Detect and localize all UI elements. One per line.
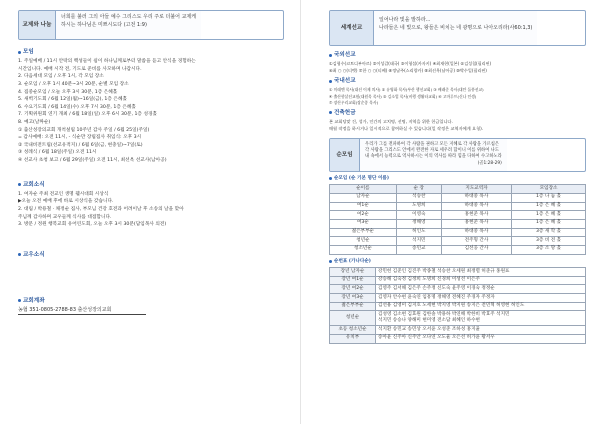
table-cell: 청소년순 [330,245,397,254]
member-news-title [18,251,284,259]
table-cell: 도명희 [396,202,441,211]
mission-verse-line2: 나라들은 네 빛으로, 왕들은 비치는 네 광명으로 나아오리라(사60:1,3) [379,24,533,31]
sun-table-section [329,176,586,255]
table-cell: 3층 비 전 홀 [512,237,586,246]
table-cell: 석지환 송민교 송민상 오서윤 오성준 조하성 홍지율 [376,326,586,335]
table-cell: 강승해 김숙정 김정희 도명희 신경희 이성선 이은주 [376,276,586,285]
offering-section [18,297,284,315]
table-cell: 남자순 [330,193,397,202]
sun-table-title-text: 순모임 (순 기본 명단 이름) [334,175,389,181]
mission-verse-line1: 일어나라 빛을 발하라... [379,17,431,23]
order-table-title [329,259,586,266]
moim-item: 5. 새벽기도회 / 6월 12일(월)~16일(금), 1층 은혜홀 [18,97,128,103]
table-row [330,294,586,303]
table-row [330,193,586,202]
foreign-missionary-row: ①김형수(코트디부아르) ②이성갑(태국) ③이형섭(카자키) ④최재현(일본) ⑤김성철(필리핀) [329,61,492,67]
moim-section [18,48,284,165]
sun-moim-verse-line: 내 속에서 능력으로 역사하시는 이의 역사를 따라 힘을 다하여 수고하노라 [365,154,502,160]
fellowship-banner [18,10,284,40]
sun-moim-verse-line: 각 사람을 그리스도 안에서 완전한 자로 세우려 함이니 이를 위하여 나도 [365,148,500,154]
building-fund-line: 매월 작정을 하시거나 일시적으로 참여하실 수 있습니다(일 작정은 교역자에게 요청). [329,125,484,131]
table-cell: 청년순 [330,237,397,246]
table-cell: 김선용 김영미 김지호 노세현 박지영 박지원 송지은 전민혁 허영현 허인도 [376,302,586,311]
sun-moim-verse-ref: (골1:28-29) [477,160,502,166]
church-news-title [18,181,284,189]
section-bullet-icon [329,80,332,83]
church-news-item: 3. 방문 / 정원 행복교회 유어린도회, 오늘 오후 3시 30분(담임목사 의전) [18,222,167,228]
table-cell: 여3순 [330,219,397,228]
moim-item: ④ 선교사 초청 보고 / 6월 29일(주일) 오전 11시, 최선옥 선교사(남아공) [18,158,167,164]
table-cell: 장년 여2순 [330,285,376,294]
moim-item: 3. 순모임 / 오후 1시 40분~3시 20분, 순별 모임 장소 [18,81,129,87]
order-table-section [329,259,586,344]
table-row [330,326,586,335]
table-cell: 젊은부부순 [330,302,376,311]
sun-table-title [329,176,586,183]
church-news-item: 1. 여자순 주최 전교인 생명 웰시대회 시상식 [18,191,109,197]
sun-moim-verse [360,139,507,171]
section-bullet-icon [18,253,21,256]
table-row [330,268,586,277]
table-cell: 홍현준 목사 [441,219,511,228]
table-cell: 장년 여3순 [330,294,376,303]
section-bullet-icon [18,51,21,54]
table-row [330,285,586,294]
table-cell: 허인도 [396,228,441,237]
table-header-cell: 순 장 [396,185,441,194]
order-table-title-text: 순번표 (가나다순) [334,258,371,264]
sun-moim-banner [329,138,586,172]
moim-item: 2. 다음세대 모임 / 오후 1시, 각 모임 장소 [18,74,104,80]
moim-item: 1. 주일예배 / 11시 안락의 백성들이 쉼이 하나님께로부터 말씀을 듣고 안식을 경험하는 [18,59,196,65]
table-cell: 송아윤 신주아 신주안 오다연 오도율 오은선 허가윤 황서우 [376,334,586,343]
table-cell: 1층 은 혜 홀 [512,202,586,211]
sun-moim-table [329,184,586,254]
church-news-section [18,181,284,229]
table-row [330,311,586,326]
table-cell: 김영자 안수현 윤숙연 임흥명 정해영 전혜진 주경자 주정자 [376,294,586,303]
table-row [330,228,586,237]
offering-title-text: 교회계좌 [23,297,45,304]
building-fund-line: 본 교회당맞 건, 성가, 인간의 고치명, 선명, 지역을 위한 헌금입니다. [329,119,453,124]
sun-moim-banner-label: 순모임 [330,139,360,171]
table-cell: 청년순 [330,311,376,326]
mission-banner [329,10,586,46]
fellowship-banner-label: 교제와 나눔 [19,11,56,39]
table-cell: 초등 청소년순 [330,326,376,335]
table-row [330,211,586,220]
domestic-mission-row: ⑦ 장산우리교회(장순종 목사) [329,99,379,105]
moim-item: ③ 성례식 / 6월 18일(주일) 오전 11시 [18,150,97,156]
moim-item: ① 출산성장의교회 개척설립 10주년 감사 주일 / 6월 25일(주일) [18,127,150,133]
table-cell: 젊은부부순 [330,228,397,237]
table-cell: 강민헌 김준인 김진주 박종철 석승찬 오세원 최정렬 허준규 홍원표 [376,268,586,277]
table-header-cell: 순이름 [330,185,397,194]
table-cell: 석지민 [396,237,441,246]
table-cell: 하대중 목사 [441,202,511,211]
table-row [330,334,586,343]
fellowship-verse-line1: 너희를 불러 그의 아들 예수 그리스도 우리 주로 더불어 교제케 [61,14,197,20]
moim-item: 6. 수요기도회 / 6월 14일(수) 오후 7시 30분, 1층 은혜홀 [18,104,136,110]
moim-item: 8. 예고(날짜순) [18,119,51,125]
table-header-cell: 지도교역자 [441,185,511,194]
mission-banner-label: 세계선교 [330,11,374,45]
table-cell: 전주형 간사 [441,237,511,246]
foreign-mission-section [329,51,586,74]
moim-item: ② 국내비전트립(선교유적지) / 6월 6일(금, 현충일)~7일(토) [18,142,143,148]
table-cell: 홍현준 목사 [441,211,511,220]
fellowship-verse [56,11,201,39]
moim-item: 시간입니다. 예배 시작 전, 기도로 준비를 사모하며 나갑시다. [18,66,142,72]
member-news-title-text: 교우소식 [23,251,45,258]
table-cell: 여1순 [330,202,397,211]
table-cell: 송민교 [396,245,441,254]
table-row [330,202,586,211]
table-cell: 1층 은 혜 홀 [512,219,586,228]
fellowship-verse-line2: 하시는 하나님은 미쁘시도다 (고전 1:9) [61,21,147,28]
section-bullet-icon [329,54,332,57]
table-cell: 정해영 [396,219,441,228]
moim-title-text: 모임 [23,49,34,55]
table-cell: 하대중 목사 [441,228,511,237]
table-row [330,219,586,228]
foreign-mission-title-text: 국외선교 [334,52,356,58]
table-cell: 1층 나 눔 홀 [512,193,586,202]
church-news-item: 2. 대림 / 박용철 · 채정순 집사, 부모님 건강 호전과 어려이날 후 소송의 날을 맞아 [18,206,184,212]
building-fund-section [329,109,586,133]
right-page [300,0,600,424]
table-cell: 3층 소 망 홀 [512,245,586,254]
table-row [330,237,586,246]
table-cell: 김성영 김소현 김효원 김한솔 박용하 박연해 박한비 박효주 석지민 석지민 송승나 양해미 현미영 전소담 최혜인 하수현 [376,311,586,326]
table-cell: 유치부 [330,334,376,343]
building-fund-title-text: 건축헌금 [334,109,356,116]
section-bullet-icon [18,183,21,186]
table-cell: 여2순 [330,211,397,220]
table-cell: 1층 은 혜 홀 [512,211,586,220]
domestic-mission-row: ① 미래엔 목사(대선 이제 의사) ② 유영화 목사(부산 행선교회) ③ 배래준 목사(대안 돌풍선교) [329,87,484,93]
foreign-mission-title [329,51,586,59]
church-news-item: 주님께 감사하며 교우들께 식사를 대접합니다. [18,214,112,220]
table-cell: 석승찬 [396,193,441,202]
section-bullet-icon [329,177,332,180]
table-cell: 하대중 목사 [441,193,511,202]
table-row [330,276,586,285]
moim-item: = 감사예배: 오전 11시, - 식순만 장립집사 취임식: 오후 3시 [18,135,142,141]
table-header-row [330,185,586,194]
foreign-missionary-row: ⑥최 ○ ○(티벳) ⑦한 ○ ○(티베) ⑧정남주(스리랑카) ⑨최선옥(남아공) ⑩박수일(필리핀) [329,67,487,73]
table-cell: 이영숙 [396,211,441,220]
order-table [329,267,586,343]
moim-item: 4. 집중순모임 / 오늘 오후 3시 30분, 1층 은혜홀 [18,89,118,95]
sun-moim-verse-line: 우리가 그를 전파하여 각 사람을 권하고 모든 지혜로 각 사람을 가르침은 [365,141,500,147]
domestic-mission-section [329,77,586,106]
table-cell: 김선웅 간사 [441,245,511,254]
domestic-mission-row: ④ 출산향살선교원(대원목 목사) ⑤ 김소업 목사(비행 생활타교회) ⑥ 고마루트(신나 인생) [329,93,477,99]
building-fund-title [329,109,586,117]
offering-title [18,297,284,305]
bank-account: 농협 351-0805-2788-83 출산성장의교회 [18,307,146,315]
moim-item: 7. 기획위원회 연기 개최 / 6월 18일(일) 오후 6시 30분, 1층 성경홀 [18,112,158,118]
domestic-mission-title-text: 국내선교 [334,78,356,85]
church-news-item: ▶오늘 오전 예배 후에 바로 시상식을 갖습니다. [18,199,114,205]
section-bullet-icon [18,299,21,302]
domestic-mission-title [329,77,586,85]
mission-verse [374,11,537,45]
moim-title [18,48,284,56]
table-cell: 김영주 김서해 김은주 손주정 신도숙 윤주영 이경숙 정정순 [376,285,586,294]
table-header-cell: 모임장소 [512,185,586,194]
member-news-section [18,251,284,259]
table-row [330,302,586,311]
section-bullet-icon [329,260,332,263]
table-row [330,245,586,254]
church-news-title-text: 교회소식 [23,181,45,188]
table-cell: 3층 새 학 홀 [512,228,586,237]
table-cell: 장년 남자순 [330,268,376,277]
table-cell: 장년 여1순 [330,276,376,285]
section-bullet-icon [329,111,332,114]
